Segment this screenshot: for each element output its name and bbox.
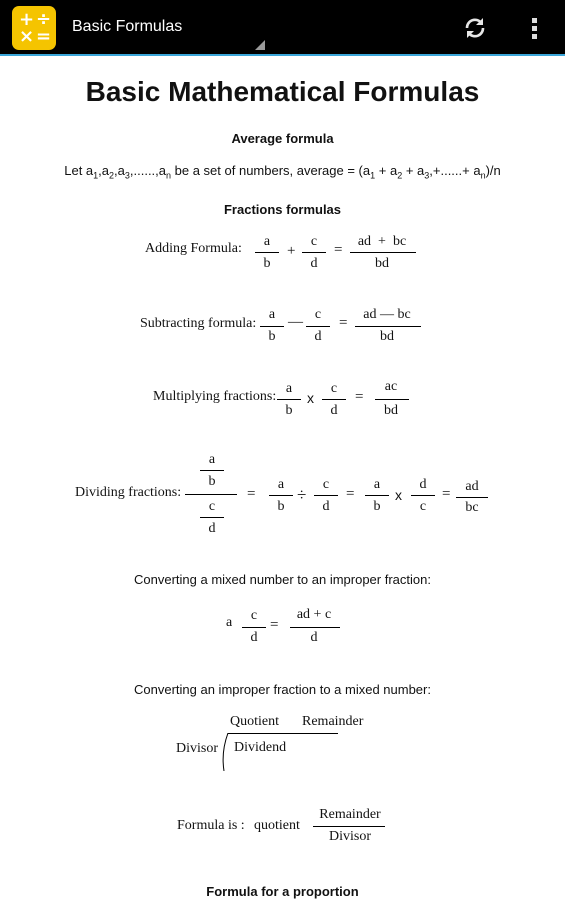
times-glyph: ×: [19, 26, 35, 47]
numerator: c: [330, 381, 338, 396]
adding-label: Adding Formula:: [145, 241, 242, 256]
equals-sign: =: [346, 486, 355, 502]
equals-glyph: =: [36, 26, 52, 47]
quotient-label: Quotient: [230, 714, 279, 729]
numerator: a: [285, 381, 293, 396]
dividing-label: Dividing fractions:: [75, 485, 182, 500]
denominator: b: [268, 329, 276, 344]
dividend-label: Dividend: [234, 740, 287, 755]
quotient-term: quotient: [254, 818, 300, 833]
times-operator: x: [395, 487, 402, 503]
average-heading: Average formula: [231, 131, 334, 146]
numerator: a: [373, 477, 381, 492]
divide-glyph: ÷: [36, 9, 52, 30]
numerator: c: [314, 307, 322, 322]
times-operator: x: [307, 390, 314, 406]
remainder-numerator: Remainder: [319, 807, 381, 822]
refresh-icon[interactable]: [461, 14, 489, 42]
result-denominator: d: [310, 630, 318, 645]
division-bracket-icon: [221, 733, 233, 771]
numerator: a: [263, 234, 271, 249]
divisor-label: Divisor: [176, 741, 218, 756]
numerator: a: [208, 452, 216, 467]
subtracting-label: Subtracting formula:: [140, 316, 257, 331]
equals-sign: =: [270, 617, 279, 633]
denominator: d: [310, 256, 318, 271]
denominator: d: [208, 521, 216, 536]
numerator: c: [208, 499, 216, 514]
denominator: b: [277, 499, 285, 514]
improper-to-mixed-heading: Converting an improper fraction to a mixed number:: [134, 682, 431, 697]
denominator: d: [250, 630, 258, 645]
result-numerator: ad + bc: [357, 234, 407, 249]
result-numerator: ad: [465, 479, 479, 494]
overflow-menu-icon[interactable]: [524, 14, 544, 42]
minus-operator: —: [288, 314, 303, 330]
denominator: b: [263, 256, 271, 271]
numerator: a: [268, 307, 276, 322]
denominator: d: [330, 403, 338, 418]
denominator: d: [322, 499, 330, 514]
result-denominator: bd: [380, 329, 394, 344]
page-title: Basic Mathematical Formulas: [85, 76, 480, 107]
calculator-app-icon[interactable]: [12, 6, 56, 50]
result-numerator: ad — bc: [363, 307, 411, 322]
action-bar: [0, 0, 565, 56]
remainder-label: Remainder: [302, 714, 364, 729]
plus-operator: +: [287, 243, 296, 259]
mixed-to-improper-heading: Converting a mixed number to an improper fraction:: [134, 572, 431, 587]
divide-operator: ÷: [297, 485, 307, 504]
app-title[interactable]: Basic Formulas: [72, 18, 183, 35]
formula-content[interactable]: [0, 56, 565, 900]
denominator: b: [208, 474, 216, 489]
average-formula: Let $a_1,a_2,a_3,......,a_n$ be a set of numbers, average = $(a_1 + a_2 + a_3,+......+ a_n)/n$: [64, 163, 501, 181]
multiplying-label: Multiplying fractions:: [153, 389, 277, 404]
equals-sign: =: [355, 389, 364, 405]
proportion-heading: Formula for a proportion: [206, 884, 359, 899]
fractions-heading: Fractions formulas: [223, 202, 342, 217]
dropdown-indicator-icon: [255, 40, 265, 50]
equals-sign: =: [334, 242, 343, 258]
result-denominator: bd: [375, 256, 389, 271]
whole-number: a: [226, 615, 233, 630]
numerator: c: [310, 234, 318, 249]
result-denominator: bd: [384, 403, 398, 418]
numerator: d: [419, 477, 427, 492]
denominator: b: [285, 403, 293, 418]
plus-glyph: +: [19, 9, 35, 30]
equals-sign: =: [442, 486, 451, 502]
numerator: c: [322, 477, 330, 492]
result-numerator: ac: [384, 379, 398, 394]
denominator: b: [373, 499, 381, 514]
numerator: a: [277, 477, 285, 492]
equals-sign: =: [247, 486, 256, 502]
result-numerator: ad + c: [296, 607, 332, 622]
denominator: d: [314, 329, 322, 344]
divisor-denominator: Divisor: [329, 829, 371, 844]
formula-label: Formula is :: [177, 818, 245, 833]
numerator: c: [250, 608, 258, 623]
result-denominator: bc: [465, 500, 479, 515]
equals-sign: =: [339, 315, 348, 331]
denominator: c: [419, 499, 427, 514]
